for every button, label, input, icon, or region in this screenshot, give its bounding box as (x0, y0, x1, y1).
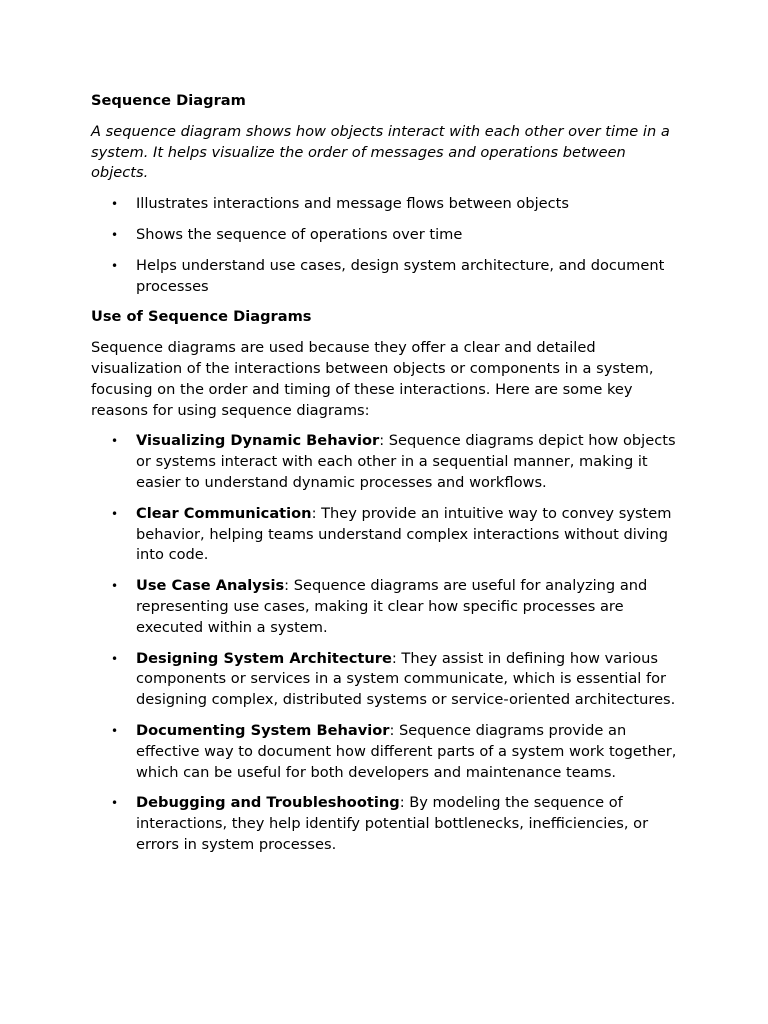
bullet-icon: • (111, 258, 119, 273)
list-item (91, 256, 681, 298)
reason-term: Visualizing Dynamic Behavior (136, 432, 380, 450)
section-title-use: Use of Sequence Diagrams (91, 308, 312, 326)
list-item (91, 793, 681, 855)
reasons-list (91, 431, 681, 855)
reason-term: Debugging and Troubleshooting (136, 794, 400, 812)
reason-desc: : They provide an intuitive way to convey system behavior, helping teams understand complex interactions without diving into code. (136, 504, 672, 564)
list-item-text: Illustrates interactions and message flows between objects (136, 195, 569, 213)
reason-term: Designing System Architecture (136, 649, 392, 667)
reason-desc: : They assist in defining how various components or services in a system communicate, which is essential for designing complex, distributed systems or service-oriented architectures. (136, 649, 676, 709)
bullet-icon: • (111, 506, 119, 521)
bullet-icon: • (111, 434, 119, 449)
bullet-icon: • (111, 796, 119, 811)
summary-list (91, 194, 681, 297)
list-item (91, 225, 681, 246)
use-paragraph: Sequence diagrams are used because they offer a clear and detailed visualization of the interactions between objects or components in a system, focusing on the order and timing of these interactions. Here are some key reasons for using sequence diagrams: (91, 339, 654, 419)
list-item (91, 194, 681, 215)
bullet-icon: • (111, 723, 119, 738)
list-item (91, 576, 681, 638)
list-item-text: Helps understand use cases, design system architecture, and document processes (136, 256, 665, 295)
list-item (91, 504, 681, 566)
document-title: Sequence Diagram (91, 92, 246, 109)
document-page (91, 91, 681, 866)
list-item (91, 649, 681, 711)
reason-term: Use Case Analysis (136, 577, 285, 595)
reason-desc: : By modeling the sequence of interactions, they help identify potential bottlenecks, inefficiencies, or errors in system processes. (136, 794, 649, 853)
list-item (91, 431, 681, 493)
bullet-icon: • (111, 197, 119, 212)
bullet-icon: • (111, 227, 119, 242)
reason-desc: : Sequence diagrams provide an effective way to document how different parts of a system work together, which can be useful for both developers and maintenance teams. (136, 721, 677, 781)
bullet-icon: • (111, 651, 119, 666)
reason-desc: : Sequence diagrams are useful for analyzing and representing use cases, making it clear how specific processes are executed within a system. (136, 577, 648, 636)
reason-desc: : Sequence diagrams depict how objects or systems interact with each other in a sequential manner, making it easier to understand dynamic processes and workflows. (136, 432, 676, 491)
list-item-text: Shows the sequence of operations over time (136, 225, 463, 243)
bullet-icon: • (111, 579, 119, 594)
reason-term: Clear Communication (136, 504, 312, 522)
reason-term: Documenting System Behavior (136, 721, 390, 739)
list-item (91, 721, 681, 783)
intro-paragraph: A sequence diagram shows how objects interact with each other over time in a system. It helps visualize the order of messages and operations between objects. (91, 122, 670, 182)
